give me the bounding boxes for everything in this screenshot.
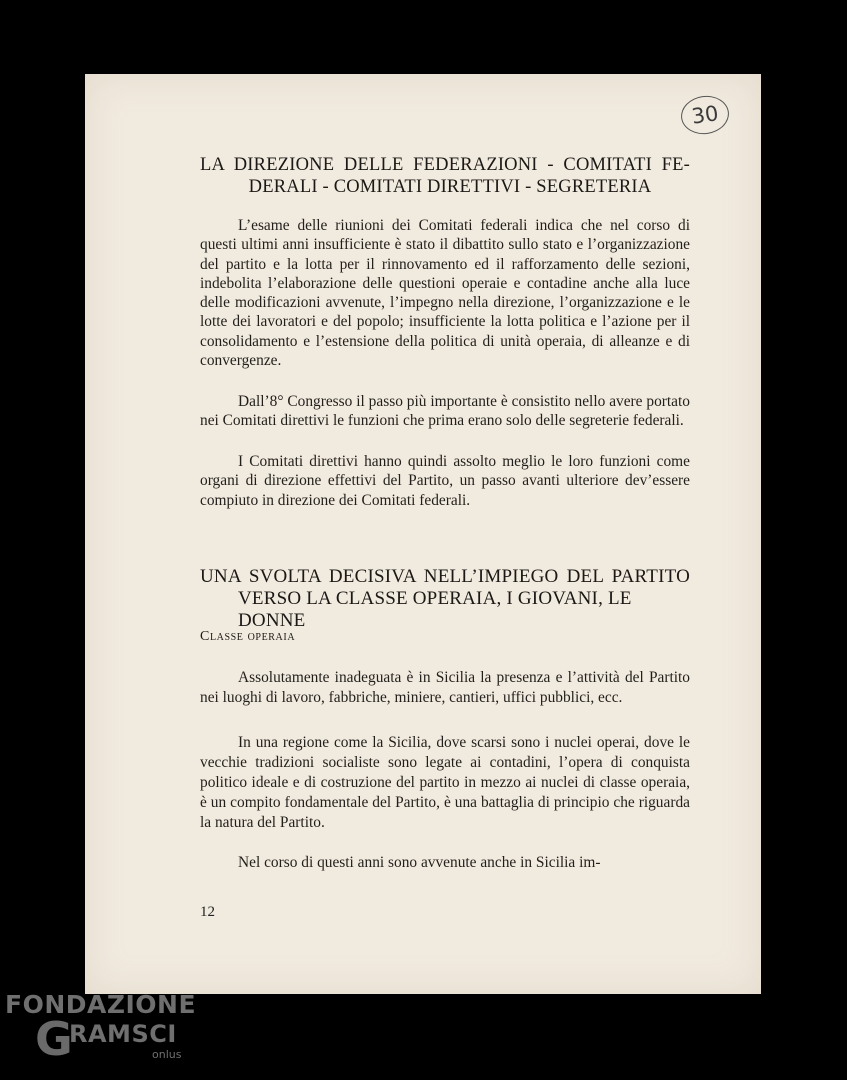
heading-line-2: DERALI - COMITATI DIRETTIVI - SEGRETERIA bbox=[248, 177, 652, 197]
heading-line-2: VERSO LA CLASSE OPERAIA, I GIOVANI, LE DONNE bbox=[238, 588, 632, 631]
paragraph-esame: L’esame delle riunioni dei Comitati federali indica che nel corso di questi ultimi anni insufficiente è stato il dibattito sullo stato e l’organizzazione del partito e la lotta per il rinnovamento ed il rafforzamento delle sezioni, indebolita l’elaborazione delle questioni operaie e contadine anche alla luce delle modificazioni avvenute, l’impegno nella direzione, l’organizzazione e le lotte dei lavoratori e del popolo; insufficiente la lotta politica e l’azione per il consolidamento e l’estensione della politica di unità operaia, di alleanze e di convergenze. bbox=[200, 217, 690, 370]
heading-line-1: LA DIREZIONE DELLE FEDERAZIONI - COMITATI FE- bbox=[200, 155, 690, 175]
section-heading-svolta bbox=[200, 566, 690, 632]
handwritten-folio-number: 30 bbox=[679, 93, 732, 137]
fondazione-gramsci-logo bbox=[5, 990, 215, 1075]
logo-line-onlus: onlus bbox=[152, 1048, 182, 1061]
paragraph-assolutamente: Assolutamente inadeguata è in Sicilia la presenza e l’attività del Partito nei luoghi di lavoro, fabbriche, miniere, cantieri, uffici pubblici, ecc. bbox=[200, 669, 690, 706]
logo-letter-g: G bbox=[35, 1012, 73, 1066]
logo-line-fondazione: FONDAZIONE bbox=[5, 990, 197, 1019]
heading-line-1: UNA SVOLTA DECISIVA NELL’IMPIEGO DEL PARTITO bbox=[200, 566, 690, 587]
paragraph-comitati-direttivi: I Comitati direttivi hanno quindi assolto meglio le loro funzioni come organi di direzione effettivi del Partito, un passo avanti ulteriore dev’essere compiuto in direzione dei Comitati federali. bbox=[200, 453, 690, 509]
paragraph-nel-corso: Nel corso di questi anni sono avvenute anche in Sicilia im- bbox=[238, 854, 601, 871]
logo-line-gramsci: RAMSCI bbox=[69, 1020, 177, 1048]
section-heading-direzione bbox=[200, 154, 690, 198]
paragraph-congresso: Dall’8° Congresso il passo più importante è consistito nello avere portato nei Comitati direttivi le funzioni che prima erano solo delle segreterie federali. bbox=[200, 393, 690, 430]
paragraph-regione-sicilia: In una regione come la Sicilia, dove scarsi sono i nuclei operai, dove le vecchie tradizioni socialiste sono legate ai contadini, l’opera di conquista politico ideale e di costruzione del partito in mezzo ai nuclei di classe operaia, è un compito fondamentale del Partito, è una battaglia di principio che riguarda la natura del Partito. bbox=[200, 734, 690, 831]
document-page bbox=[85, 74, 761, 994]
subheading-classe-operaia: Classe operaia bbox=[200, 629, 296, 644]
page-number: 12 bbox=[200, 904, 215, 920]
